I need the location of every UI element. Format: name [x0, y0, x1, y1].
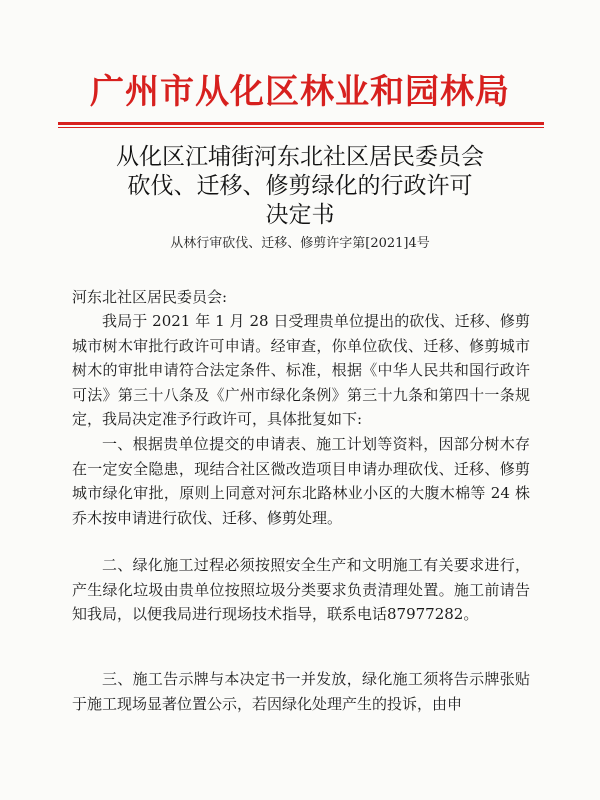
body-paragraph-intro: 我局于 2021 年 1 月 28 日受理贵单位提出的砍伐、迁移、修剪城市树木审批行政许可申请。经审查，你单位砍伐、迁移、修剪城市树木的审批申请符合法定条件、标准，根据《中华人民共和国行政许可法》第三十八条及《广州市绿化条例》第三十九条和第四十一条规定，我局决定准予行政许可，具体批复如下: — [72, 312, 530, 428]
body-paragraph-item-1: 一、根据贵单位提交的申请表、施工计划等资料，因部分树木存在一定安全隐患，现结合社区微改造项目申请办理砍伐、迁移、修剪城市绿化审批，原则上同意对河东北路林业小区的大腹木棉等 24 株乔木按申请进行砍伐、迁移、修剪处理。 — [72, 435, 530, 527]
document-number: 从林行审砍伐、迁移、修剪许字第[2021]4号 — [170, 236, 430, 251]
title-line-1: 从化区江埔街河东北社区居民委员会 — [116, 144, 484, 170]
body-paragraph-item-2: 二、绿化施工过程必须按照安全生产和文明施工有关要求进行，产生绿化垃圾由贵单位按照垃圾分类要求负责清理处置。施工前请告知我局，以便我局进行现场技术指导，联系电话87977282。 — [72, 556, 530, 623]
issuing-authority-masthead: 广州市从化区林业和园林局 — [90, 72, 510, 112]
title-line-2: 砍伐、迁移、修剪绿化的行政许可 — [127, 173, 473, 199]
title-line-3: 决定书 — [265, 202, 335, 228]
masthead-red-rule-thin — [58, 127, 544, 128]
body-paragraph-item-3: 三、施工告示牌与本决定书一并发放，绿化施工须将告示牌张贴于施工现场显著位置公示，若因绿化处理产生的投诉，由申 — [72, 670, 530, 713]
masthead-red-rule — [58, 122, 544, 125]
document-title — [0, 143, 600, 230]
addressee: 河东北社区居民委员会: — [72, 288, 228, 306]
